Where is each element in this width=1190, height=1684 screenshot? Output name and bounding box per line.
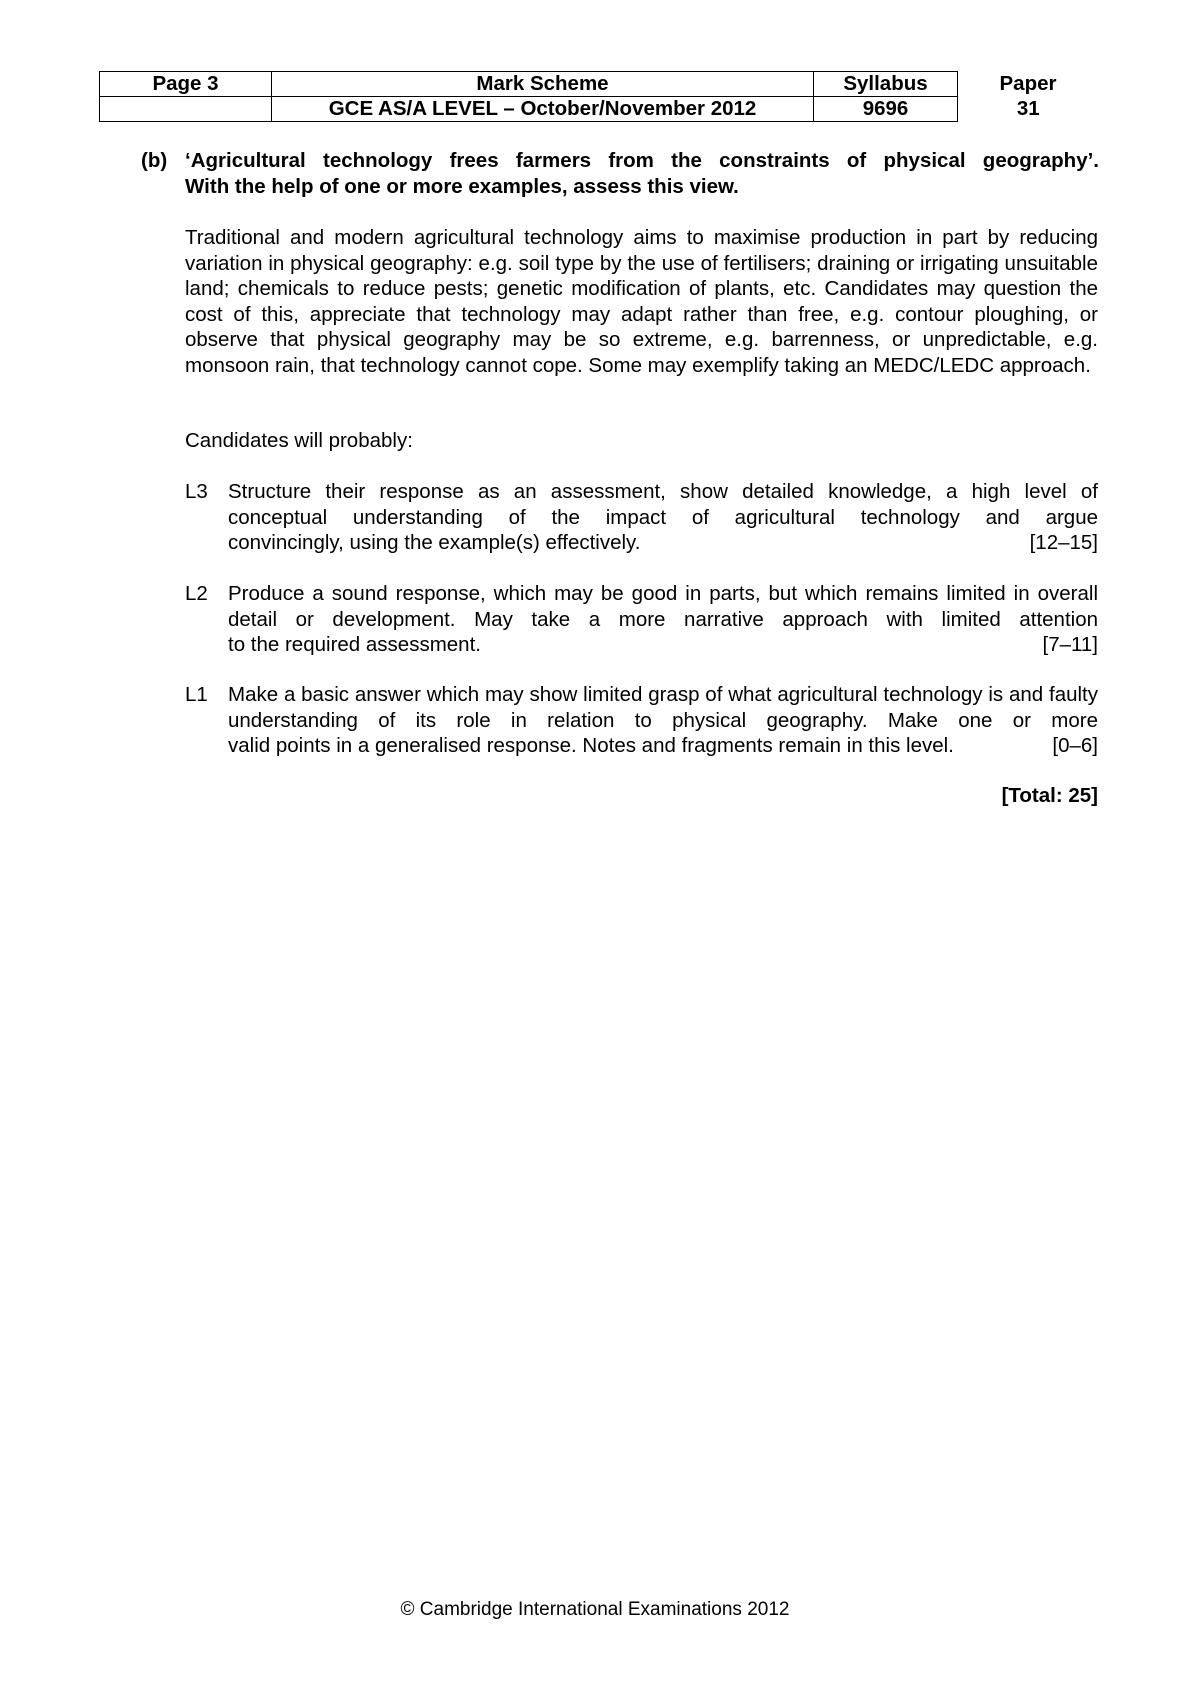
doc-title: Mark Scheme (272, 72, 814, 97)
empty-cell (100, 97, 272, 122)
paper-label: Paper (999, 72, 1057, 95)
header-row-2 (100, 97, 1099, 122)
level-description (228, 682, 1098, 759)
doc-subtitle: GCE AS/A LEVEL – October/November 2012 (272, 97, 814, 122)
level-text: Produce a sound response, which may be good in parts, but which remains limited in overall detail or development. May take a more narrative approach with limited attention (228, 582, 1098, 631)
level-code: L1 (185, 683, 208, 706)
level-description (228, 479, 1098, 556)
syllabus-label: Syllabus (814, 72, 958, 97)
level-text: Structure their response as an assessment, show detailed knowledge, a high level of conceptual understanding of the impact of agricultural technology and argue (228, 480, 1098, 529)
level-marks: [0–6] (1052, 734, 1098, 757)
level-last-line (228, 530, 1098, 556)
syllabus-value: 9696 (814, 97, 958, 122)
level-description (228, 581, 1098, 658)
level-text: Make a basic answer which may show limited grasp of what agricultural technology is and faulty understanding of its role in relation to physical geography. Make one or more (228, 683, 1098, 732)
level-code: L2 (185, 582, 208, 605)
level-last-text: to the required assessment. (228, 633, 481, 656)
question-text (185, 148, 1099, 199)
level-marks: [12–15] (1029, 531, 1098, 554)
question-label: (b) (141, 149, 168, 172)
level-last-line (228, 733, 1098, 759)
question-line-1: ‘Agricultural technology frees farmers from the constraints of physical geography’. (185, 149, 1099, 172)
copyright-footer: © Cambridge International Examinations 2012 (400, 1599, 790, 1620)
question-line-2: With the help of one or more examples, assess this view. (185, 174, 739, 198)
total-marks: [Total: 25] (1001, 784, 1098, 807)
level-last-text: convincingly, using the example(s) effectively. (228, 531, 641, 554)
candidates-intro: Candidates will probably: (185, 429, 413, 452)
paper-value: 31 (1016, 97, 1040, 120)
header-row-1 (100, 72, 1099, 97)
intro-paragraph: Traditional and modern agricultural technology aims to maximise production in part by reducing variation in physical geography: e.g. soil type by the use of fertilisers; draining or irrigating unsuitable land; chemicals to reduce pests; genetic modification of plants, etc. Candidates may question the cost of this, appreciate that technology may adapt rather than free, e.g. contour ploughing, or observe that physical geography may be so extreme, e.g. barrenness, or unpredictable, e.g. monsoon rain, that technology cannot cope. Some may exemplify taking an MEDC/LEDC approach. (185, 226, 1098, 377)
level-last-line (228, 632, 1098, 658)
level-code: L3 (185, 480, 208, 503)
page-number: Page 3 (100, 72, 272, 97)
header-table (99, 71, 1099, 122)
level-marks: [7–11] (1042, 633, 1098, 656)
level-last-text: valid points in a generalised response. Notes and fragments remain in this level. (228, 734, 954, 757)
